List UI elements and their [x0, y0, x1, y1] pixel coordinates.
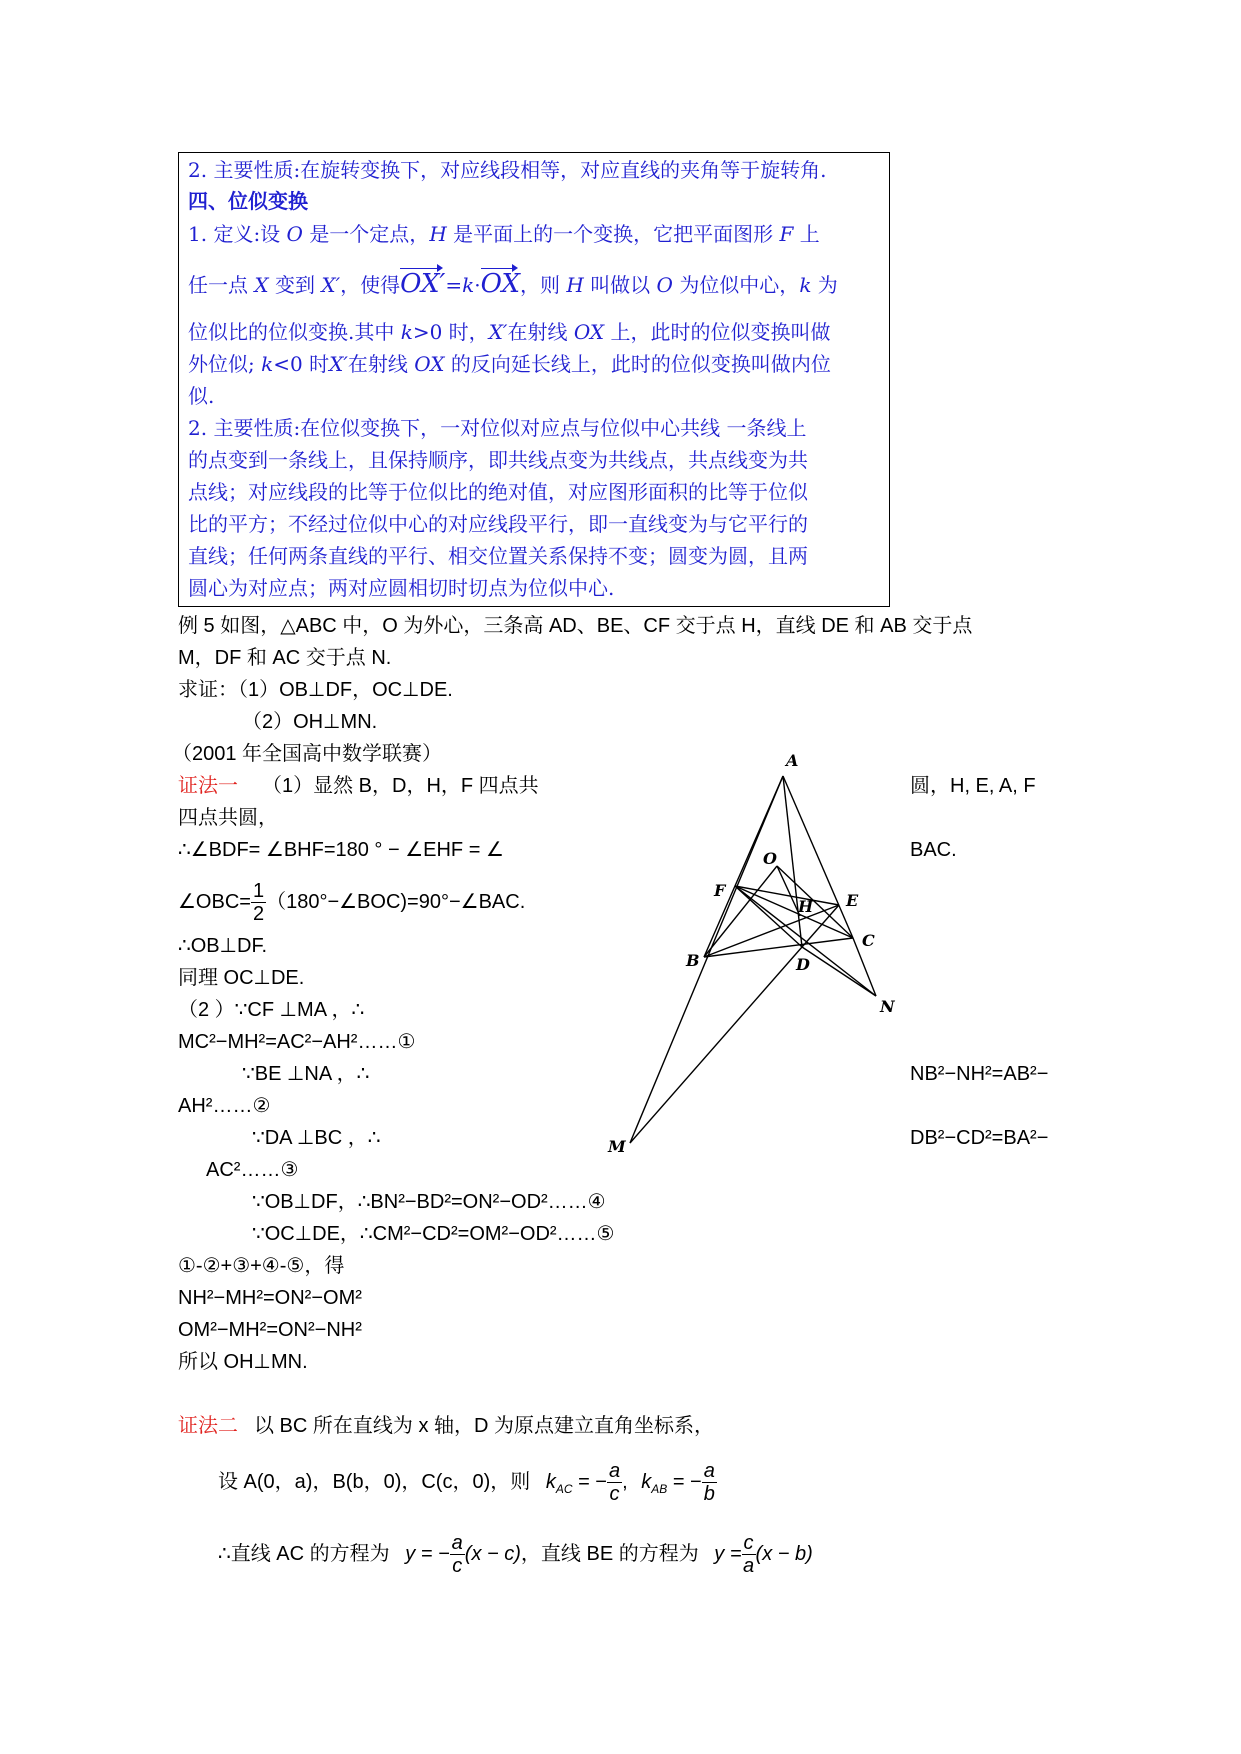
proof1-line-a2: 圆，H, E, A, F [910, 775, 1036, 797]
proof1-line-b2: BAC. [910, 839, 957, 861]
side-BC [704, 938, 853, 957]
proof1-line-d: ∴OB⊥DF. [178, 935, 268, 957]
property-line-4: 比的平方；不经过位似中心的对应线段平行，即一直线变为与它平行的 [188, 512, 808, 536]
proof1-line-g1: ∵BE ⊥NA ，∴ [242, 1063, 370, 1085]
proof1-line-g2: NB²−NH²=AB²− [910, 1063, 1049, 1085]
example-source: （2001 年全国高中数学联赛） [172, 743, 443, 765]
segment-DF [735, 886, 802, 947]
proof1-line-f2: MC²−MH²=AC²−AH²……① [178, 1031, 416, 1053]
segment-OB [704, 866, 777, 957]
definition-line-4: 外位似; k<0 时X′在射线 OX 的反向延长线上，此时的位似变换叫做内位 [188, 352, 831, 376]
segment-DN [802, 947, 876, 996]
definition-line-1: 1. 定义:设 O 是一个定点，H 是平面上的一个变换，它把平面图形 F 上 [188, 222, 820, 246]
label-E: E [846, 891, 859, 910]
definition-line-2: 任一点 X 变到 X′，使得OX′=k·OX，则 H 叫做以 O 为位似中心，k 为 [188, 269, 838, 299]
proof2-label: 证法二 [178, 1415, 238, 1437]
rotation-property: 2. 主要性质:在旋转变换下，对应线段相等，对应直线的夹角等于旋转角. [188, 158, 827, 182]
line-CN [853, 938, 876, 996]
line-DM [630, 947, 802, 1143]
proof1-line-a1: （1）显然 B，D，H，F 四点共 [262, 775, 539, 797]
proof1-line-n: 所以 OH⊥MN. [178, 1351, 308, 1373]
label-C: C [862, 931, 875, 950]
property-line-1: 2. 主要性质:在位似变换下，一对位似对应点与位似中心共线 一条线上 [188, 416, 807, 440]
side-AB [704, 776, 783, 957]
definition-line-3: 位似比的位似变换.其中 k>0 时，X′在射线 OX 上，此时的位似变换叫做 [188, 320, 831, 344]
proof2-line-2: 设 A(0，a)，B(b，0)，C(c，0)，则 $k_{AC}$ = − $\frac{a}{c}$ , $k_{AB}$ = − $\frac{a}{b}$ [218, 1460, 715, 1505]
altitude-BE [704, 905, 839, 957]
proof1-line-c: ∠OBC= $\frac{1}{2}$ （180°−∠BOC)=90°−∠BAC. [178, 880, 526, 925]
side-AC [783, 776, 853, 938]
property-line-2: 的点变到一条线上，且保持顺序，即共线点变为共线点，共点线变为共 [188, 448, 808, 472]
proof1-line-f1: （2 ）∵CF ⊥MA ，∴ [178, 999, 365, 1021]
label-A: A [786, 751, 799, 770]
label-H: H [798, 897, 814, 916]
proof1-line-g3: AH²……② [178, 1095, 271, 1117]
proof1-line-h1: ∵DA ⊥BC ，∴ [252, 1127, 381, 1149]
label-O: O [763, 849, 777, 868]
proof2-line-3: ∴直线 AC 的方程为 y = − $\frac{a}{c}$ (x − c)，直线 BE 的方程为 y = $\frac{c}{a}$ (x − b) [218, 1532, 813, 1577]
altitude-AD [783, 776, 802, 947]
line-FN [735, 886, 876, 996]
proof1-line-h3: AC²……③ [206, 1159, 299, 1181]
label-B: B [686, 951, 700, 970]
line-AM [630, 776, 783, 1143]
segment-OC [777, 866, 853, 938]
proof1-line-j: ∵OC⊥DE，∴CM²−CD²=OM²−OD²……⑤ [252, 1223, 615, 1245]
proof1-line-l: NH²−MH²=ON²−OM² [178, 1287, 362, 1309]
proof1-label: 证法一 [178, 775, 238, 797]
segment-OH [777, 866, 800, 916]
label-M: M [608, 1137, 626, 1156]
property-line-6: 圆心为对应点；两对应圆相切时切点为位似中心. [188, 576, 615, 600]
label-D: D [796, 955, 810, 974]
altitude-CF [735, 886, 853, 938]
example-statement-1: 例 5 如图，△ABC 中，O 为外心，三条高 AD、BE、CF 交于点 H，直线 DE 和 AB 交于点 [178, 615, 973, 637]
proof1-line-a3: 四点共圆， [178, 807, 278, 829]
proof1-line-m: OM²−MH²=ON²−NH² [178, 1319, 362, 1341]
segment-EF [735, 886, 839, 905]
proof1-line-k: ①-②+③+④-⑤，得 [178, 1255, 345, 1277]
proof2-line-1: 以 BC 所在直线为 x 轴，D 为原点建立直角坐标系， [254, 1415, 715, 1437]
property-line-3: 点线；对应线段的比等于位似比的绝对值，对应图形面积的比等于位似 [188, 480, 808, 504]
label-F: F [714, 881, 726, 900]
proof1-line-h2: DB²−CD²=BA²− [910, 1127, 1049, 1149]
property-line-5: 直线；任何两条直线的平行、相交位置关系保持不变；圆变为圆，且两 [188, 544, 808, 568]
label-N: N [880, 997, 895, 1016]
proof1-line-e: 同理 OC⊥DE. [178, 967, 305, 989]
segment-DE [802, 905, 839, 947]
proof1-line-i: ∵OB⊥DF，∴BN²−BD²=ON²−OD²……④ [252, 1191, 606, 1213]
proof1-line-b1: ∴∠BDF= ∠BHF=180 ° − ∠EHF = ∠ [178, 839, 504, 861]
section-heading: 四、位似变换 [188, 191, 308, 213]
example-claim-2: （2）OH⊥MN. [242, 711, 378, 733]
definition-line-5: 似. [188, 384, 215, 408]
example-statement-2: M，DF 和 AC 交于点 N. [178, 647, 392, 669]
example-claim-1: 求证：（1）OB⊥DF，OC⊥DE. [178, 679, 453, 701]
